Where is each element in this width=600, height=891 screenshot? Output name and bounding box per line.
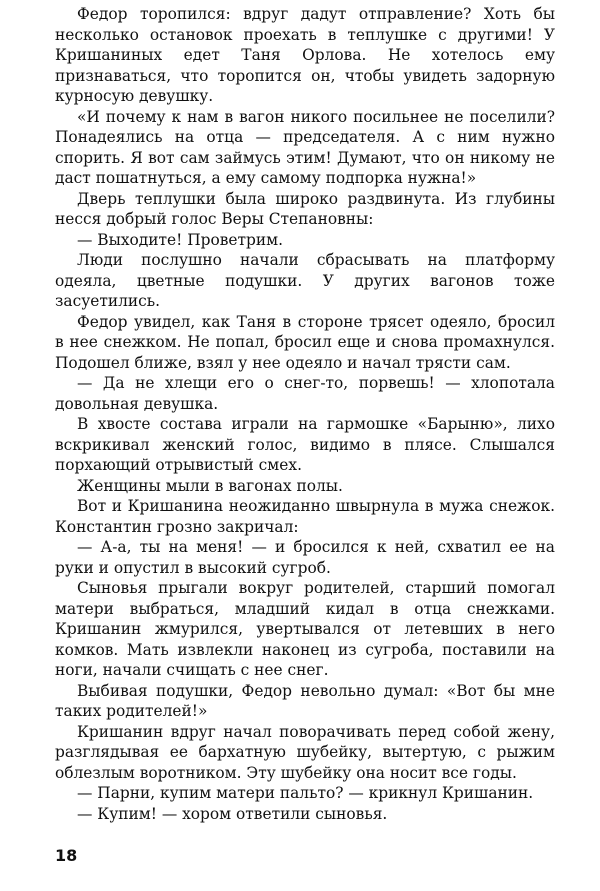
paragraph: Сыновья прыгали вокруг родителей, старший помогал матери выбраться, младший кидал в отца снежками. Кришанин жмурился, увертывался от летевших в него комков. Мать извлекли наконец из сугроба, поставили на ноги, начали счищать с нее снег. — [55, 579, 555, 679]
paragraph: Люди послушно начали сбрасывать на платформу одеяла, цветные подушки. У других вагонов тоже засуетились. — [55, 251, 555, 310]
paragraph: — Да не хлещи его о снег-то, порвешь! — хлопотала довольная девушка. — [55, 374, 555, 413]
paragraph: «И почему к нам в вагон никого посильнее не поселили? Понадеялись на отца — председателя. А с ним нужно спорить. Я вот сам займусь этим! Думают, что он никому не даст пошатнуться, а ему самому подпорка нужна!» — [55, 107, 555, 187]
paragraph: Выбивая подушки, Федор невольно думал: «Вот бы мне таких родителей!» — [55, 681, 555, 720]
paragraph: Федор торопился: вдруг дадут отправление? Хоть бы несколько остановок проехать в теплушке с другими! У Кришаниных едет Таня Орлова. Не хотелось ему признаваться, что торопится он, чтобы увидеть задорную курносую девушку. — [55, 5, 555, 105]
paragraph: — Парни, купим матери пальто? — крикнул Кришанин. — [77, 784, 534, 802]
paragraph: Дверь теплушки была широко раздвинута. Из глубины несся добрый голос Веры Степановны: — [55, 189, 555, 228]
paragraph: — Купим! — хором ответили сыновья. — [77, 804, 388, 823]
paragraph: Вот и Кришанина неожиданно швырнула в мужа снежок. Константин грозно закричал: — [55, 497, 555, 536]
page-number: 18 — [55, 846, 78, 865]
paragraph: Кришанин вдруг начал поворачивать перед собой жену, разглядывая ее бархатную шубейку, вытертую, с рыжим облезлым воротником. Эту шубейку она носит все годы. — [55, 722, 555, 782]
paragraph: Федор увидел, как Таня в стороне трясет одеяло, бросил в нее снежком. Не попал, бросил еще и снова промахнулся. Подошел ближе, взял у нее одеяло и начал трясти сам. — [55, 312, 555, 372]
page-body — [55, 4, 555, 824]
paragraph: — Выходите! Проветрим. — [77, 230, 284, 249]
paragraph: Женщины мыли в вагонах полы. — [77, 476, 343, 495]
paragraph: В хвосте состава играли на гармошке «Барыню», лихо вскрикивал женский голос, видимо в плясе. Слышался порхающий отрывистый смех. — [55, 415, 555, 474]
paragraph: — А-а, ты на меня! — и бросился к ней, схватил ее на руки и опустил в высокий сугроб. — [55, 538, 555, 577]
